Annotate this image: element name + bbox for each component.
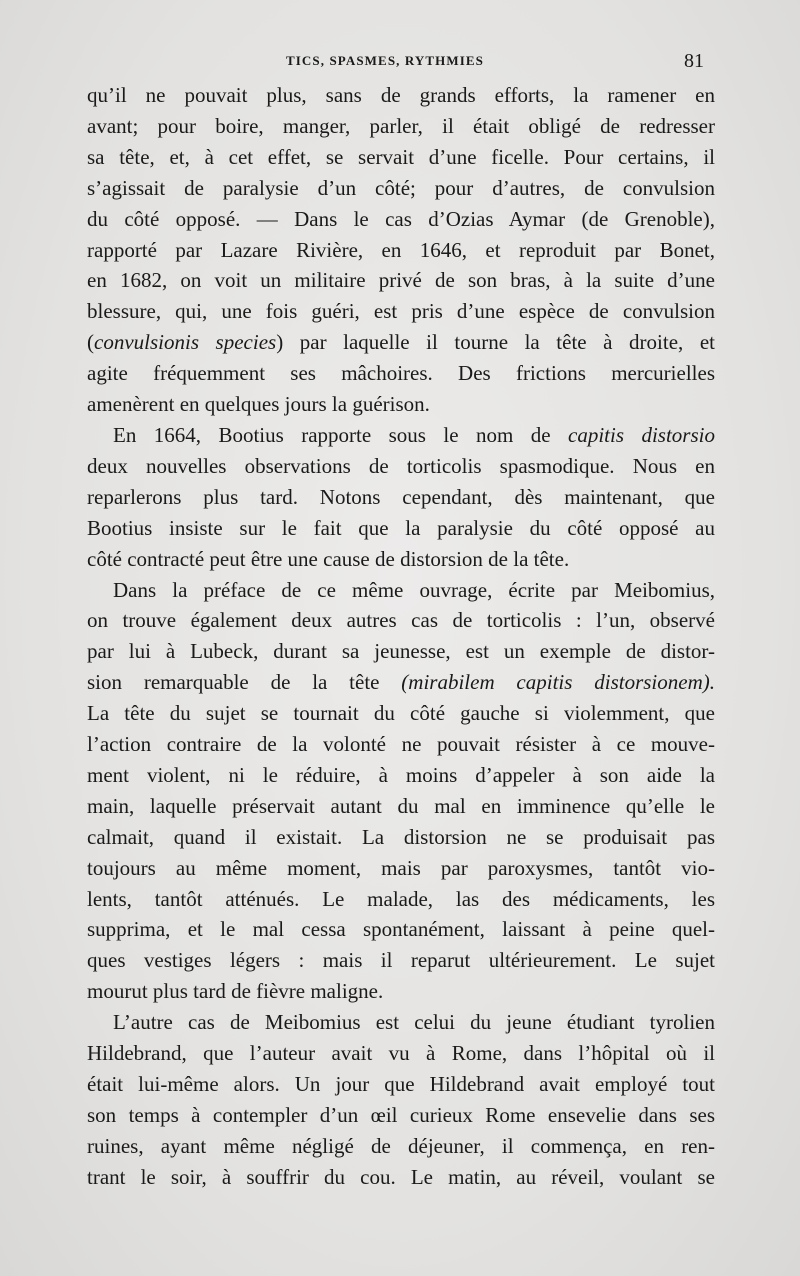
italic-latin-phrase: (mirabilem capitis distorsionem).	[401, 670, 715, 695]
italic-latin-phrase: convulsionis species	[94, 330, 277, 355]
text-line: calmait, quand il existait. La distorsion ne se produisait pas	[87, 824, 715, 849]
text-line: En 1664, Bootius rapporte sous le nom de capitis distorsio	[113, 422, 715, 447]
italic-latin-phrase: capitis distorsio	[568, 422, 715, 447]
text-line: on trouve également deux autres cas de torticolis : l’un, observé	[87, 608, 715, 633]
text-line: ment violent, ni le réduire, à moins d’appeler à son aide la	[87, 762, 715, 787]
text-line: sion remarquable de la tête (mirabilem capitis distorsionem).	[87, 670, 715, 695]
text-line: L’autre cas de Meibomius est celui du jeune étudiant tyrolien	[113, 1010, 715, 1035]
text-line: était lui-même alors. Un jour que Hildebrand avait employé tout	[87, 1072, 715, 1096]
text-line: blessure, qui, une fois guéri, est pris d’une espèce de convulsion	[87, 299, 715, 324]
text-line: toujours au même moment, mais par paroxysmes, tantôt vio-	[87, 855, 715, 880]
paragraph	[87, 1007, 715, 1192]
text-line: amenèrent en quelques jours la guérison.	[87, 392, 430, 417]
text-line: Dans la préface de ce même ouvrage, écrite par Meibomius,	[113, 577, 715, 602]
text-line: en 1682, on voit un militaire privé de son bras, à la suite d’une	[87, 268, 715, 293]
text-line: s’agissait de paralysie d’un côté; pour d’autres, de convulsion	[87, 175, 715, 200]
text-line: La tête du sujet se tournait du côté gauche si violemment, que	[87, 701, 715, 726]
text-line: trant le soir, à souffrir du cou. Le matin, au réveil, voulant se	[87, 1164, 715, 1189]
text-line: lents, tantôt atténués. Le malade, las des médicaments, les	[87, 886, 715, 911]
text-line: qu’il ne pouvait plus, sans de grands efforts, la ramener en	[87, 83, 715, 107]
text-line: son temps à contempler d’un œil curieux Rome ensevelie dans ses	[87, 1102, 715, 1127]
text-line: du côté opposé. — Dans le cas d’Ozias Aymar (de Grenoble),	[87, 206, 715, 231]
text-line: supprima, et le mal cessa spontanément, laissant à peine quel-	[87, 917, 715, 942]
text-line: (convulsionis species) par laquelle il tourne la tête à droite, et	[87, 330, 716, 355]
text-line: ruines, ayant même négligé de déjeuner, il commença, en ren-	[87, 1133, 715, 1158]
text-line: l’action contraire de la volonté ne pouvait résister à ce mouve-	[87, 732, 715, 757]
text-line: Bootius insiste sur le fait que la paralysie du côté opposé au	[87, 515, 715, 540]
text-line: agite fréquemment ses mâchoires. Des frictions mercurielles	[87, 361, 715, 386]
text-line: sa tête, et, à cet effet, se servait d’une ficelle. Pour certains, il	[87, 144, 715, 169]
paragraph	[87, 575, 715, 1008]
text-line: deux nouvelles observations de torticolis spasmodique. Nous en	[87, 453, 715, 478]
text-line: main, laquelle préservait autant du mal en imminence qu’elle le	[87, 793, 715, 818]
body-text	[87, 80, 715, 1193]
text-line: côté contracté peut être une cause de distorsion de la tête.	[87, 546, 570, 571]
paragraph	[87, 420, 715, 575]
text-line: mourut plus tard de fièvre maligne.	[87, 979, 384, 1004]
text-line: reparlerons plus tard. Notons cependant, dès maintenant, que	[87, 484, 715, 509]
text-line: rapporté par Lazare Rivière, en 1646, et reproduit par Bonet,	[87, 237, 715, 262]
text-line: Hildebrand, que l’auteur avait vu à Rome, dans l’hôpital où il	[87, 1041, 715, 1066]
text-line: ques vestiges légers : mais il reparut ultérieurement. Le sujet	[87, 948, 715, 973]
paragraph	[87, 80, 715, 420]
page-header	[0, 50, 800, 74]
text-line: par lui à Lubeck, durant sa jeunesse, est un exemple de distor-	[87, 639, 715, 664]
text-line: avant; pour boire, manger, parler, il était obligé de redresser	[87, 113, 715, 138]
running-head: TICS, SPASMES, RYTHMIES	[286, 53, 484, 68]
page-number: 81	[684, 50, 704, 72]
